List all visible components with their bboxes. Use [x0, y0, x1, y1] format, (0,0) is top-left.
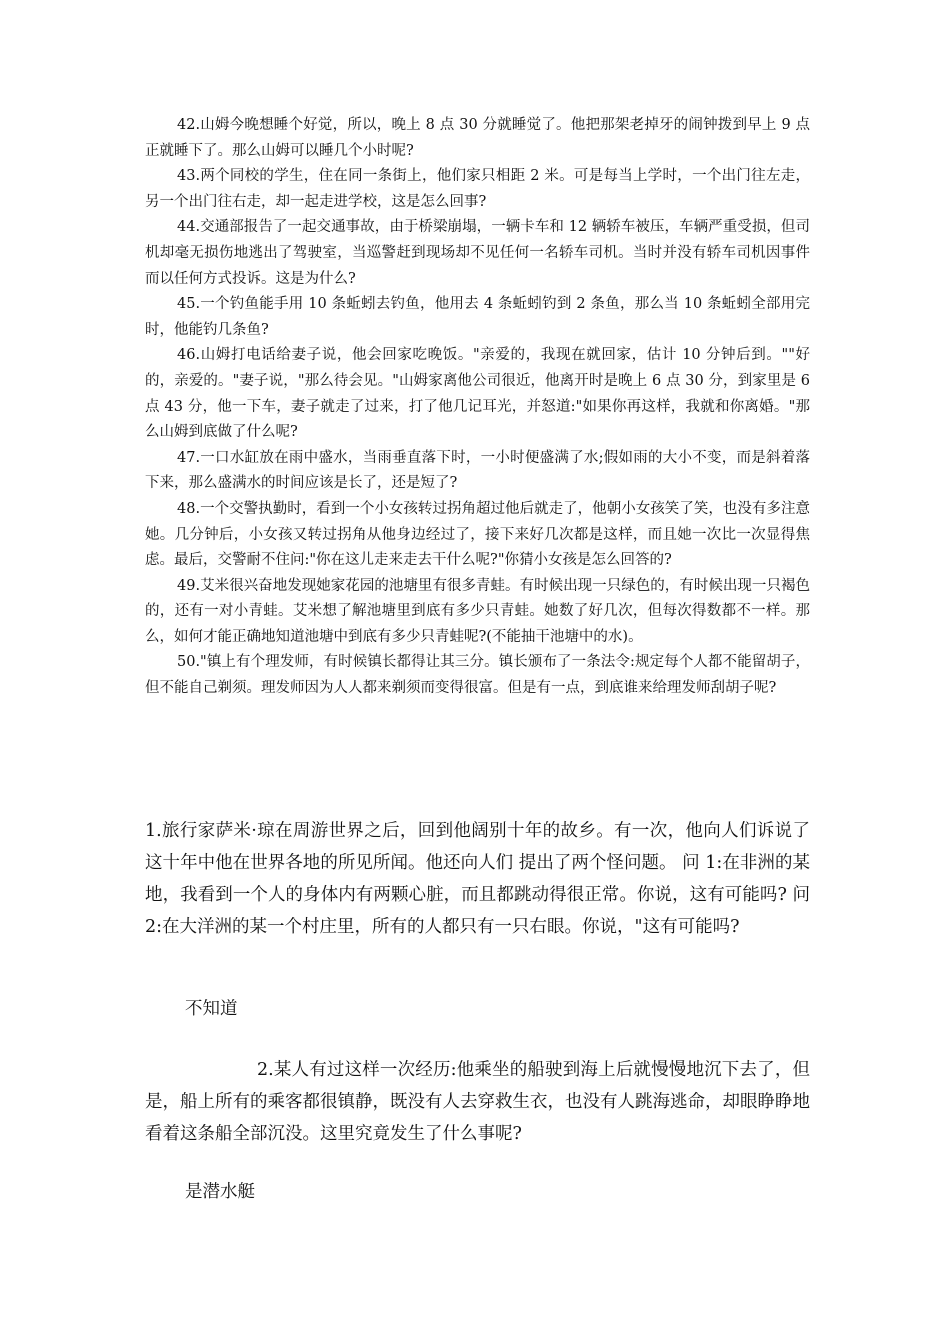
riddle-1-block: [145, 815, 810, 943]
riddle-45: 45.一个钓鱼能手用 10 条蚯蚓去钓鱼，他用去 4 条蚯蚓钓到 2 条鱼，那么当 10 条蚯蚓全部用完时，他能钓几条鱼?: [145, 296, 810, 338]
riddles-section-42-50: [145, 113, 810, 702]
riddle-43: 43.两个同校的学生，住在同一条街上，他们家只相距 2 米。可是每当上学时，一个出门往左走，另一个出门往右走，却一起走进学校，这是怎么回事?: [145, 168, 810, 210]
riddle-42: 42.山姆今晚想睡个好觉，所以，晚上 8 点 30 分就睡觉了。他把那架老掉牙的闹钟拨到早上 9 点正就睡下了。那么山姆可以睡几个小时呢?: [145, 117, 810, 159]
riddle-44: 44.交通部报告了一起交通事故，由于桥梁崩塌，一辆卡车和 12 辆轿车被压，车辆严重受损，但司机却毫无损伤地逃出了驾驶室，当巡警赶到现场却不见任何一名轿车司机。当时并没有轿车司机因事件而以任何方式投诉。这是为什么?: [145, 219, 810, 287]
riddle-1-question: 1.旅行家萨米·琼在周游世界之后，回到他阔别十年的故乡。有一次，他向人们诉说了这十年中他在世界各地的所见所闻。他还向人们 提出了两个怪问题。 问 1:在非洲的某地，我看到一个人的身体内有两颗心脏，而且都跳动得很正常。你说，这有可能吗? 问 2:在大洋洲的某一个村庄里，所有的人都只有一只右眼。你说，"这有可能吗?: [145, 821, 810, 937]
riddle-49: 49.艾米很兴奋地发现她家花园的池塘里有很多青蛙。有时候出现一只绿色的，有时候出现一只褐色的，还有一对小青蛙。艾米想了解池塘里到底有多少只青蛙。她数了好几次，但每次得数都不一样。那么，如何才能正确地知道池塘中到底有多少只青蛙呢?(不能抽干池塘中的水)。: [145, 577, 810, 645]
riddle-1-answer: 不知道: [185, 999, 238, 1019]
riddle-2-question: 2.某人有过这样一次经历:他乘坐的船驶到海上后就慢慢地沉下去了，但是，船上所有的乘客都很镇静，既没有人去穿救生衣，也没有人跳海逃命，却眼睁睁地看着这条船全部沉没。这里究竟发生了什么事呢?: [145, 1060, 810, 1144]
riddle-50: 50."镇上有个理发师，有时候镇长都得让其三分。镇长颁布了一条法令:规定每个人都不能留胡子，但不能自己剃须。理发师因为人人都来剃须而变得很富。但是有一点，到底谁来给理发师刮胡子呢?: [145, 654, 810, 697]
riddle-48: 48.一个交警执勤时，看到一个小女孩转过拐角超过他后就走了，他朝小女孩笑了笑，也没有多注意她。几分钟后，小女孩又转过拐角从他身边经过了，接下来好几次都是这样，而且她一次比一次显得焦虑。最后，交警耐不住问:"你在这儿走来走去干什么呢?"你猜小女孩是怎么回答的?: [145, 500, 810, 569]
riddle-46: 46.山姆打电话给妻子说，他会回家吃晚饭。"亲爱的，我现在就回家，估计 10 分钟后到。""好的，亲爱的。"妻子说，"那么待会见。"山姆家离他公司很近，他离开时是晚上 6 点 30 分，到家里是 6 点 43 分，他一下车，妻子就走了过来，打了他几记耳光，并怒道:"如果你再这样，我就和你离婚。"那么山姆到底做了什么呢?: [145, 347, 810, 441]
riddle-2-answer: 是潜水艇: [185, 1182, 255, 1202]
riddle-47: 47.一口水缸放在雨中盛水，当雨垂直落下时，一小时便盛满了水;假如雨的大小不变，而是斜着落下来，那么盛满水的时间应该是长了，还是短了?: [145, 449, 810, 492]
